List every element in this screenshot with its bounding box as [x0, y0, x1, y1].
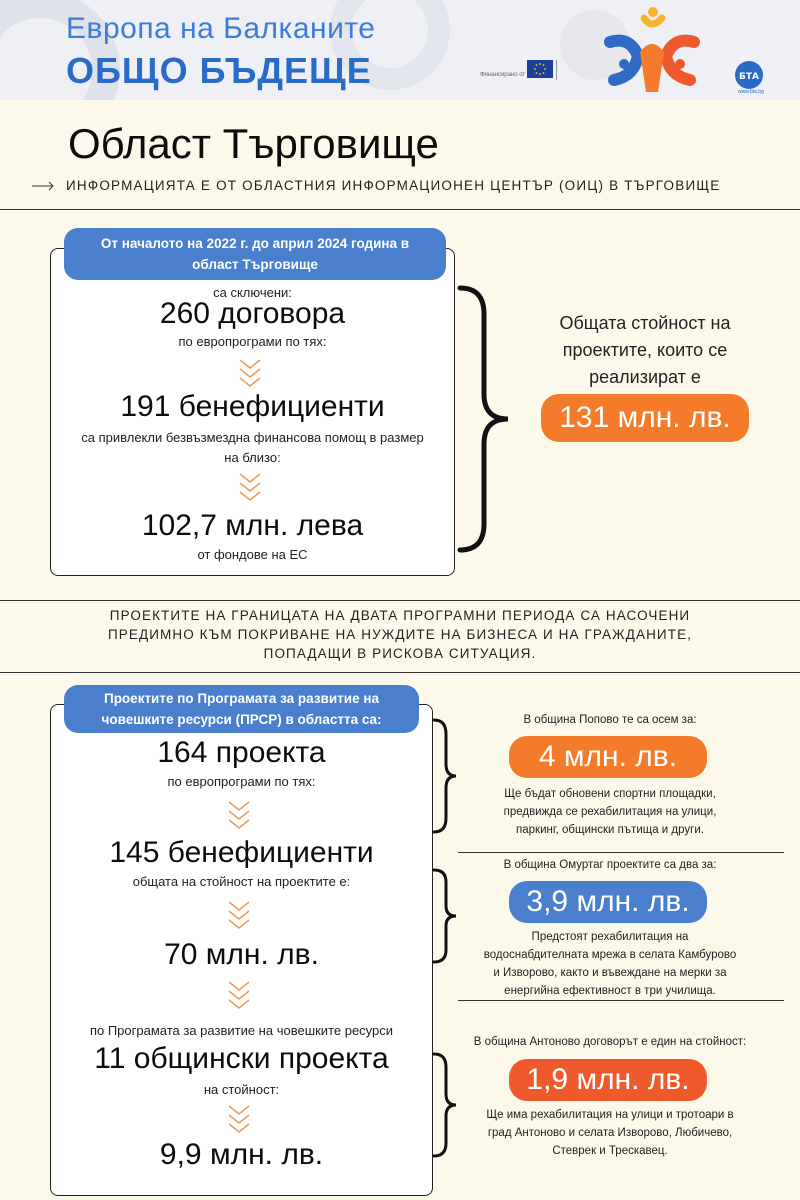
brand-subtitle: ОБЩО БЪДЕЩЕ	[66, 50, 372, 91]
text-prsr: по Програмата за развитие на човешките ресурси	[89, 1023, 394, 1038]
bta-logo-icon	[734, 60, 764, 90]
text-line: ПРЕДИМНО КЪМ ПОКРИВАНЕ НА НУЖДИТЕ НА БИЗНЕСА И НА ГРАЖДАНИТЕ,	[107, 627, 693, 642]
period-pill	[64, 228, 446, 280]
brand-title: Европа на Балканите	[66, 12, 376, 45]
text-total-value: общата на стойност на проектите е:	[132, 874, 351, 889]
contracts-count: 260 договора	[159, 297, 346, 330]
text-line: предвижда се рехабилитация на улици,	[503, 806, 717, 818]
divider	[0, 600, 800, 601]
text-line: Предстоят рехабилитация на	[531, 931, 689, 943]
text-eu-funds: от фондове на ЕС	[197, 547, 308, 562]
project-logo-icon	[604, 6, 700, 96]
bta-url: www.bta.bg	[738, 89, 764, 95]
chevron-down-icon	[226, 798, 252, 834]
text-line: ПРОЕКТИТЕ НА ГРАНИЦАТА НА ДВАТА ПРОГРАМНИ ПЕРИОДА СА НАСОЧЕНИ	[109, 608, 691, 623]
antonovo-heading: В община Антоново договорът е един на стойност:	[473, 1036, 747, 1048]
text-by-programs: по европрограми по тях:	[178, 334, 327, 349]
source-subtitle: ИНФОРМАЦИЯТА Е ОТ ОБЛАСТНИЯ ИНФОРМАЦИОНЕН ЦЕНТЪР (ОИЦ) В ТЪРГОВИЩЕ	[66, 178, 721, 193]
curly-brace-icon	[430, 1050, 460, 1160]
eu-flag-icon	[527, 60, 553, 78]
chevron-down-icon	[226, 898, 252, 934]
text-line: град Антоново и селата Изворово, Любичево,	[487, 1127, 733, 1139]
text-line: Стеврек и Трескавец.	[552, 1145, 668, 1157]
text-grant	[50, 428, 455, 468]
divider	[0, 209, 800, 210]
pill-line: област Търговище	[192, 257, 318, 272]
pill-line: Проектите по Програмата за развитие на	[103, 691, 379, 706]
text-line: са привлекли безвъзмездна финансова помощ в размер	[81, 430, 424, 445]
text-line: паркинг, общински пътища и други.	[516, 824, 704, 836]
text-line: ПОПАДАЩИ В РИСКОВА СИТУАЦИЯ.	[263, 646, 537, 661]
omurtag-value-badge: 3,9 млн. лв.	[509, 881, 707, 923]
text-line: енергийна ефективност в три училища.	[504, 985, 716, 997]
chevron-down-icon	[237, 470, 263, 506]
text-line: водоснабдителната мрежа в селата Камбурово	[483, 949, 737, 961]
curly-brace-icon	[430, 866, 460, 966]
middle-note	[60, 606, 740, 663]
curly-brace-icon	[430, 716, 460, 836]
antonovo-value-badge: 1,9 млн. лв.	[509, 1059, 707, 1101]
prsr-value: 70 млн. лв.	[164, 938, 319, 971]
divider	[0, 672, 800, 673]
popovo-heading: В община Попово те са осем за:	[523, 714, 697, 726]
eu-divider	[556, 60, 570, 80]
chevron-down-icon	[226, 978, 252, 1014]
arrow-right-icon	[32, 180, 56, 192]
popovo-value-badge: 4 млн. лв.	[509, 736, 707, 778]
municipal-projects-count: 11 общински проекта	[94, 1042, 389, 1075]
total-caption	[540, 310, 750, 391]
text-line: реализират е	[589, 367, 701, 387]
text-line: проектите, които се	[562, 340, 728, 360]
pill-line: От началото на 2022 г. до април 2024 година в	[100, 236, 410, 251]
omurtag-heading: В община Омуртаг проектите са два за:	[503, 859, 717, 871]
popovo-description	[460, 785, 760, 839]
header-banner	[0, 0, 800, 100]
prsr-pill	[64, 685, 419, 733]
municipal-value: 9,9 млн. лв.	[159, 1138, 324, 1171]
text-line: Общата стойност на	[559, 313, 731, 333]
text-line: Ще бъдат обновени спортни площадки,	[504, 788, 716, 800]
total-value-badge: 131 млн. лв.	[541, 394, 749, 442]
grant-amount: 102,7 млн. лева	[141, 509, 364, 542]
beneficiaries-count: 145 бенефициенти	[109, 836, 374, 869]
curly-brace-icon	[452, 284, 512, 554]
svg-text:БТА: БТА	[739, 72, 759, 82]
pill-line: човешките ресурси (ПРСР) в областта са:	[101, 712, 382, 727]
text-line: и Изворово, както и въвеждане на мерки за	[493, 967, 727, 979]
divider	[458, 852, 784, 853]
chevron-down-icon	[237, 356, 263, 392]
text-line: на близо:	[224, 450, 281, 465]
text-line: Ще има рехабилитация на улици и тротоари в	[486, 1109, 734, 1121]
antonovo-description	[460, 1106, 760, 1160]
text-by-programs: по европрограми по тях:	[167, 774, 316, 789]
projects-count: 164 проекта	[157, 736, 326, 769]
text-value: на стойност:	[203, 1082, 280, 1097]
text-contracted: са сключени:	[213, 285, 292, 300]
chevron-down-icon	[226, 1102, 252, 1138]
beneficiaries-count: 191 бенефициенти	[120, 390, 385, 423]
omurtag-description	[460, 928, 760, 1000]
funded-by-label: Финансирано от	[480, 72, 526, 78]
divider	[458, 1000, 784, 1001]
page-title: Област Търговище	[68, 120, 439, 167]
